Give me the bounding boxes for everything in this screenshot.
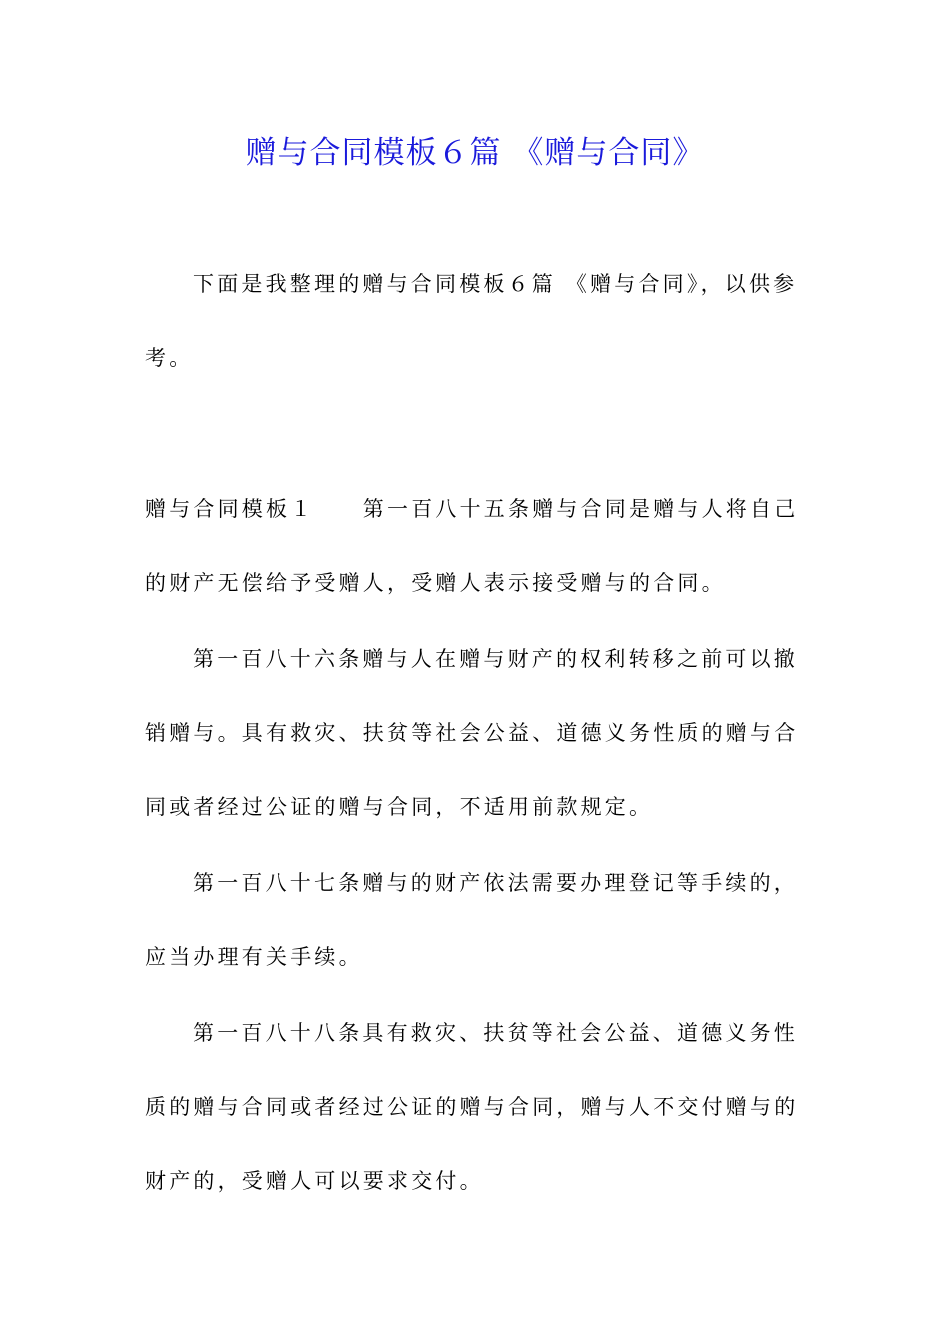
paragraph-line: 下面是我整理的赠与合同模板６篇 《赠与合同》，以供参	[193, 272, 798, 296]
paragraph-line: 第一百八十八条具有救灾、扶贫等社会公益、道德义务性	[193, 1021, 798, 1045]
paragraph-line: 销赠与。具有救灾、扶贫等社会公益、道德义务性质的赠与合	[145, 721, 799, 745]
paragraph-line: 第一百八十六条赠与人在赠与财产的权利转移之前可以撤	[193, 647, 798, 671]
article-186-paragraph	[145, 622, 807, 844]
section-1-paragraph	[145, 472, 807, 620]
paragraph-line: 的财产无偿给予受赠人，受赠人表示接受赠与的合同。	[145, 571, 726, 595]
paragraph-line: 同或者经过公证的赠与合同，不适用前款规定。	[145, 795, 654, 819]
paragraph-line: 财产的，受赠人可以要求交付。	[145, 1169, 484, 1193]
paragraph-line: 应当办理有关手续。	[145, 945, 363, 969]
article-188-paragraph	[145, 996, 807, 1218]
paragraph-line: 第一百八十七条赠与的财产依法需要办理登记等手续的，	[193, 871, 798, 895]
article-187-paragraph	[145, 846, 807, 994]
paragraph-line: 考。	[145, 346, 194, 370]
document-title: 赠与合同模板６篇 《赠与合同》	[245, 135, 705, 171]
paragraph-line: 质的赠与合同或者经过公证的赠与合同，赠与人不交付赠与的	[145, 1095, 799, 1119]
intro-paragraph	[145, 247, 807, 395]
paragraph-line: 赠与合同模板１ 第一百八十五条赠与合同是赠与人将自己	[145, 497, 799, 521]
